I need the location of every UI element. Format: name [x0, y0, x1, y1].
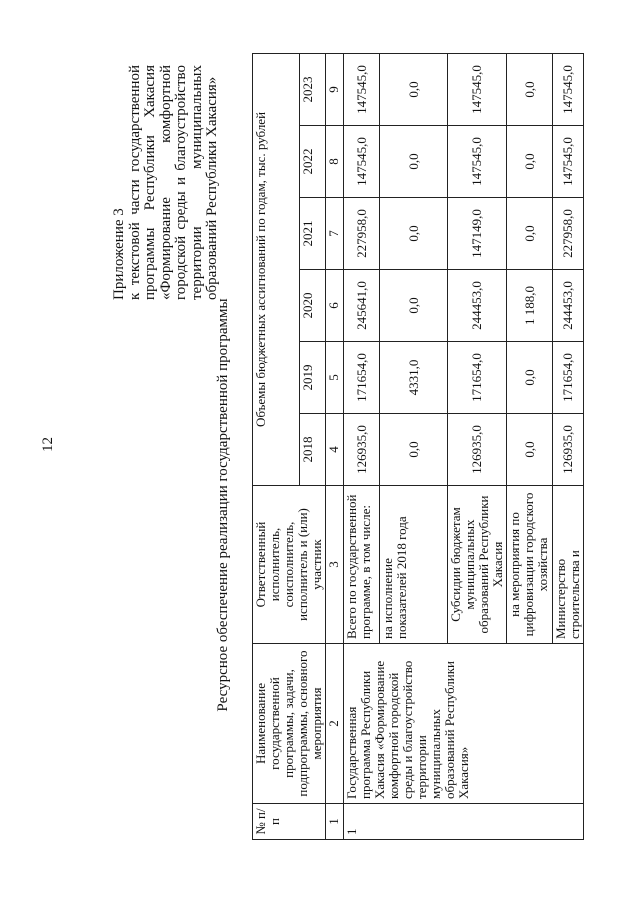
row-value: 171654,0: [448, 342, 507, 414]
appendix-heading: Приложение 3: [111, 208, 127, 300]
column-number: 7: [326, 198, 344, 270]
header-year: 2022: [299, 126, 325, 198]
row-value: 126935,0: [553, 414, 584, 486]
appendix-line: образований Республики Хакасия»: [204, 76, 220, 300]
row-value: 0,0: [507, 126, 553, 198]
row-executor: Субсидии бюджетам муниципальных образований Республики Хакасия: [448, 486, 507, 644]
program-num: 1: [344, 804, 584, 840]
column-number: 1: [326, 804, 344, 840]
row-value: 227958,0: [553, 198, 584, 270]
row-value: 0,0: [380, 270, 448, 342]
appendix-line: к текстовой части государственной: [126, 65, 143, 300]
header-year: 2020: [299, 270, 325, 342]
column-number: 9: [326, 54, 344, 126]
row-value: 1 188,0: [507, 270, 553, 342]
appendix-line: территории муниципальных: [188, 65, 205, 300]
appendix-line: «Формирование комфортной: [157, 65, 174, 300]
appendix-note: [112, 65, 221, 300]
program-name: Государственная программа Республики Хакасия «Формирование комфортной городской среды и благоустройство территории муниципальных образований Республики Хакасия»: [344, 644, 584, 804]
row-value: 4331,0: [380, 342, 448, 414]
row-value: 126935,0: [344, 414, 380, 486]
header-num: № п/п: [253, 804, 326, 840]
header-name: Наименование государственной программы, задачи, подпрограммы, основного мероприятия: [253, 644, 326, 804]
header-executor: Ответственный исполнитель, соисполнитель, исполнитель и (или) участник: [253, 486, 326, 644]
header-year: 2023: [299, 54, 325, 126]
row-value: 0,0: [507, 198, 553, 270]
row-executor: Министерство строительства и: [553, 486, 584, 644]
row-value: 171654,0: [344, 342, 380, 414]
column-number: 2: [326, 644, 344, 804]
row-value: 0,0: [380, 126, 448, 198]
row-value: 245641,0: [344, 270, 380, 342]
row-value: 147545,0: [448, 54, 507, 126]
row-executor: на мероприятия по цифровизации городского хозяйства: [507, 486, 553, 644]
column-number: 4: [326, 414, 344, 486]
row-value: 0,0: [380, 54, 448, 126]
header-year: 2019: [299, 342, 325, 414]
row-value: 0,0: [380, 414, 448, 486]
row-value: 227958,0: [344, 198, 380, 270]
row-value: 0,0: [507, 54, 553, 126]
row-value: 244453,0: [553, 270, 584, 342]
row-value: 0,0: [380, 198, 448, 270]
row-value: 147545,0: [344, 54, 380, 126]
row-value: 147545,0: [553, 54, 584, 126]
row-value: 244453,0: [448, 270, 507, 342]
header-volumes: Объемы бюджетных ассигнований по годам, тыс. рублей: [253, 54, 300, 486]
appendix-line: программы Республики Хакасия: [142, 65, 158, 300]
row-value: 0,0: [507, 342, 553, 414]
column-number: 6: [326, 270, 344, 342]
row-value: 147545,0: [448, 126, 507, 198]
column-number: 5: [326, 342, 344, 414]
column-number: 8: [326, 126, 344, 198]
row-executor: Всего по государственной программе, в том числе:: [344, 486, 380, 644]
header-year: 2021: [299, 198, 325, 270]
resource-table: [252, 53, 584, 840]
row-value: 171654,0: [553, 342, 584, 414]
table-row: [344, 54, 380, 840]
row-value: 147149,0: [448, 198, 507, 270]
header-year: 2018: [299, 414, 325, 486]
row-value: 126935,0: [448, 414, 507, 486]
row-value: 147545,0: [344, 126, 380, 198]
row-value: 0,0: [507, 414, 553, 486]
rotated-page: [70, 50, 582, 840]
appendix-line: городской среды и благоустройство: [173, 65, 189, 300]
row-value: 147545,0: [553, 126, 584, 198]
column-number: 3: [326, 486, 344, 644]
page-title: Ресурсное обеспечение реализации государственной программы: [215, 298, 231, 712]
page-number: 12: [40, 437, 56, 452]
row-executor: на исполнение показателей 2018 года: [380, 486, 448, 644]
